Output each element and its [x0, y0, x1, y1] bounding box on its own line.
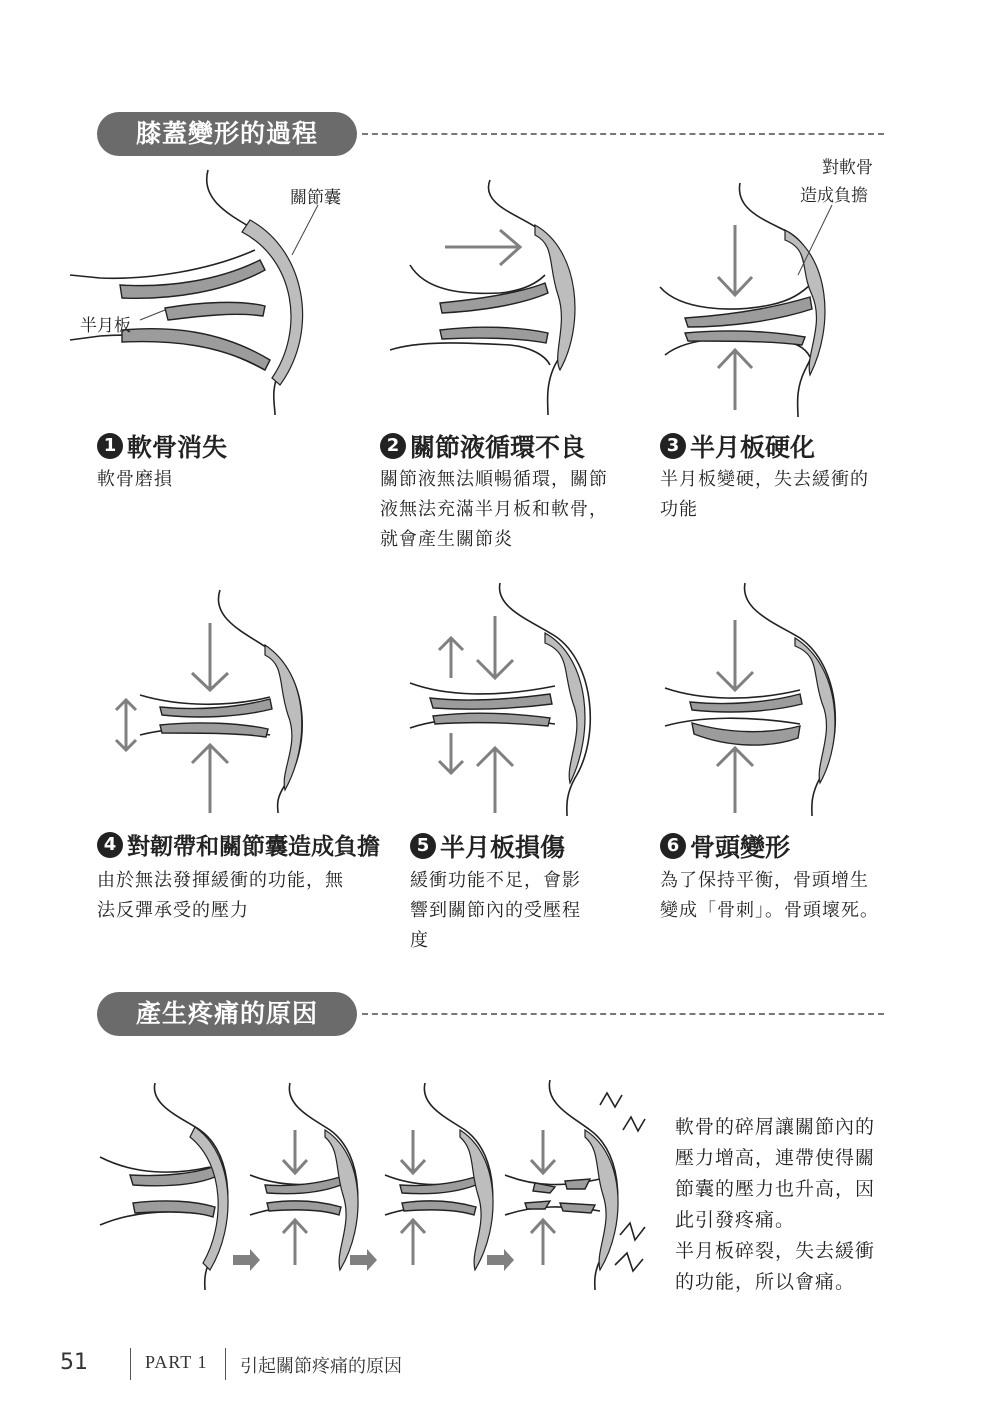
step-title-text-3: 半月板硬化 — [690, 433, 816, 462]
section-divider — [362, 133, 884, 135]
step-title-text-4: 對韌帶和關節囊造成負擔 — [127, 834, 380, 860]
footer-divider — [130, 1348, 131, 1380]
footer-part: PART 1 — [145, 1352, 208, 1372]
knee-figure-4 — [100, 585, 330, 815]
step-number-2: 2 — [380, 433, 406, 459]
step-number-1: 1 — [97, 433, 123, 459]
step-title-5 — [410, 828, 565, 864]
pain-explanation-1: 軟骨的碎屑讓關節內的壓力增高，連帶使得關節囊的壓力也升高，因此引發疼痛。 — [675, 1116, 876, 1231]
step-title-text-1: 軟骨消失 — [127, 433, 228, 462]
step-desc-1: 軟骨磨損 — [97, 469, 173, 490]
step-desc-5: 緩衝功能不足，會影響到關節內的受壓程度 — [410, 870, 581, 951]
step-title-text-2: 關節液循環不良 — [410, 433, 586, 462]
label-capsule: 關節囊 — [290, 188, 341, 208]
step-number-3: 3 — [660, 433, 686, 459]
step-title-text-5: 半月板損傷 — [440, 833, 566, 862]
step-desc-4: 由於無法發揮緩衝的功能，無法反彈承受的壓力 — [97, 870, 344, 921]
step-title-3 — [660, 428, 815, 464]
step-title-1 — [97, 428, 227, 464]
section-title-process: 膝蓋變形的過程 — [97, 112, 357, 156]
step-title-2 — [380, 428, 585, 464]
knee-figure-3 — [650, 175, 910, 420]
footer-chapter: 引起關節疼痛的原因 — [240, 1356, 402, 1377]
step-desc-2: 關節液無法順暢循環，關節液無法充滿半月板和軟骨，就會產生關節炎 — [380, 469, 608, 550]
knee-figure-5 — [405, 578, 615, 818]
step-desc-6: 為了保持平衡，骨頭增生變成「骨刺」。骨頭壞死。 — [660, 870, 879, 921]
label-burden-line1: 對軟骨 — [822, 158, 873, 178]
step-title-4 — [97, 828, 380, 861]
knee-figure-2 — [380, 175, 600, 420]
footer-divider — [225, 1348, 226, 1380]
pain-explanation-2: 半月板碎裂，失去緩衝的功能，所以會痛。 — [675, 1240, 876, 1293]
pain-sequence-figure — [95, 1075, 665, 1295]
section-title-pain: 產生疼痛的原因 — [97, 992, 357, 1036]
step-number-4: 4 — [97, 832, 123, 858]
label-burden-line2: 造成負擔 — [800, 186, 868, 206]
page-number: 51 — [60, 1350, 88, 1375]
section-divider — [362, 1013, 884, 1015]
step-title-6 — [660, 828, 790, 864]
step-desc-3: 半月板變硬，失去緩衝的功能 — [660, 469, 869, 520]
step-number-5: 5 — [410, 833, 436, 859]
label-meniscus: 半月板 — [80, 316, 131, 336]
step-title-text-6: 骨頭變形 — [690, 833, 791, 862]
step-number-6: 6 — [660, 833, 686, 859]
knee-figure-6 — [660, 578, 900, 818]
